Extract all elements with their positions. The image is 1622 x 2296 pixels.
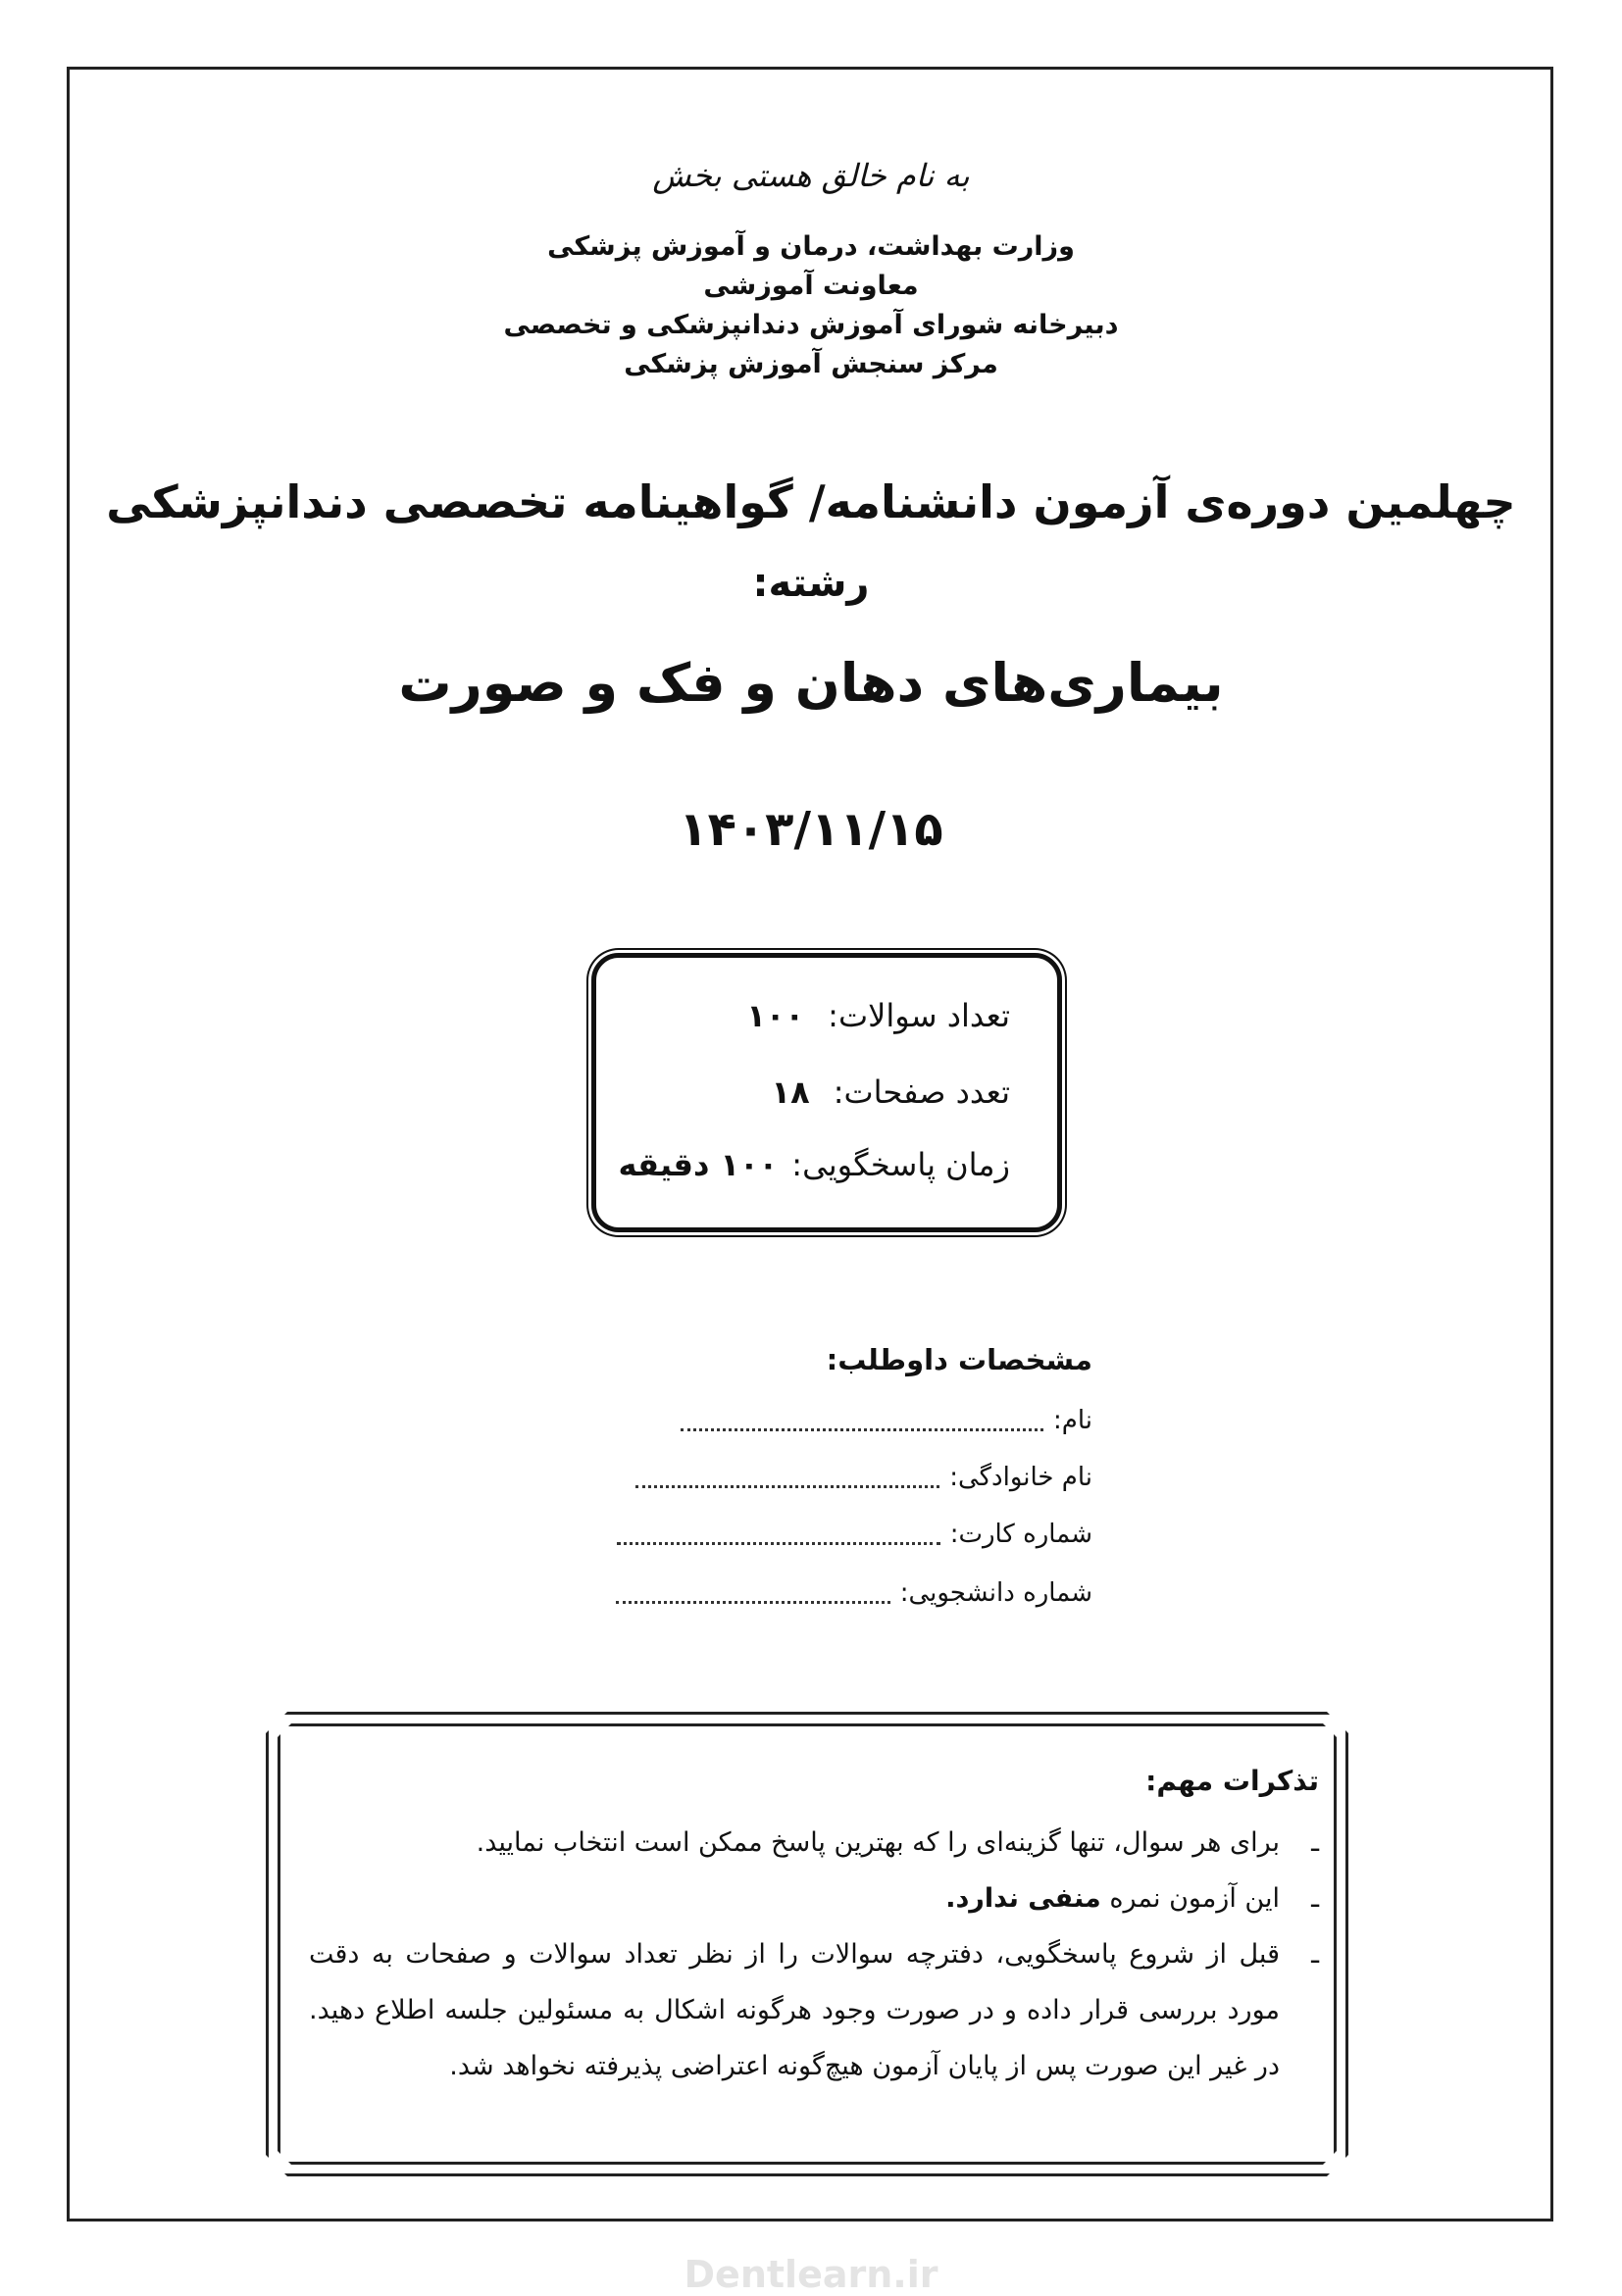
deputy-line: معاونت آموزشی — [703, 271, 919, 301]
exam-date: ۱۴۰۳/۱۱/۱۵ — [679, 802, 943, 857]
candidate-student-field[interactable] — [504, 1578, 1092, 1608]
notes-section — [309, 1765, 1319, 2094]
ministry-line: وزارت بهداشت، درمان و آموزش پزشکی — [547, 231, 1075, 262]
name-label: نام: — [1052, 1406, 1092, 1435]
pages-count-label: تعدد صفحات: — [833, 1073, 1010, 1111]
questions-count-value: ۱۰۰ — [746, 997, 804, 1034]
note-bullet: ـ — [1311, 1827, 1319, 1858]
family-name-dotted-line[interactable] — [635, 1468, 939, 1488]
note-text — [309, 1871, 1280, 1926]
note-item — [309, 1815, 1319, 1871]
card-number-dotted-line[interactable] — [617, 1524, 940, 1545]
questions-count-label: تعداد سوالات: — [828, 997, 1010, 1034]
field-label: رشته: — [752, 561, 870, 606]
student-number-label: شماره دانشجویی: — [899, 1578, 1092, 1608]
bismillah-heading: به نام خالق هستی بخش — [652, 157, 970, 194]
candidate-family-field[interactable] — [504, 1463, 1092, 1492]
candidate-card-field[interactable] — [504, 1520, 1092, 1549]
answer-time-value: ۱۰۰ دقیقه — [618, 1146, 779, 1183]
assessment-center-line: مرکز سنجش آموزش پزشکی — [624, 349, 998, 379]
note-text-prefix: این آزمون نمره — [1100, 1883, 1280, 1914]
field-name: بیماری‌های دهان و فک و صورت — [398, 652, 1224, 714]
name-dotted-line[interactable] — [681, 1411, 1043, 1431]
pages-count-value: ۱۸ — [771, 1073, 810, 1111]
watermark-text: Dentlearn.ir — [684, 2253, 938, 2296]
note-bullet: ـ — [1311, 1939, 1319, 1970]
questions-count-row — [746, 997, 1010, 1034]
note-text-bold: منفی ندارد. — [945, 1883, 1101, 1914]
pages-count-row — [772, 1073, 1010, 1111]
exam-title: چهلمین دوره‌ی آزمون دانشنامه/ گواهینامه تخصصی دندانپزشکی — [106, 475, 1516, 528]
card-number-label: شماره کارت: — [949, 1520, 1092, 1549]
student-number-dotted-line[interactable] — [616, 1583, 890, 1604]
exam-info-box — [591, 953, 1062, 1232]
candidate-info-title: مشخصات داوطلب: — [826, 1343, 1092, 1376]
answer-time-row — [619, 1146, 1010, 1183]
notes-title: تذکرات مهم: — [1145, 1765, 1319, 1797]
note-item — [309, 1871, 1319, 1926]
note-bullet: ـ — [1311, 1883, 1319, 1914]
family-name-label: نام خانوادگی: — [949, 1463, 1092, 1492]
secretariat-line: دبیرخانه شورای آموزش دندانپزشکی و تخصصی — [503, 310, 1119, 340]
note-text: برای هر سوال، تنها گزینه‌ای را که بهترین پاسخ ممکن است انتخاب نمایید. — [476, 1827, 1280, 1858]
candidate-name-field[interactable] — [504, 1406, 1092, 1435]
answer-time-label: زمان پاسخگویی: — [791, 1146, 1010, 1183]
note-text: قبل از شروع پاسخگویی، دفترچه سوالات را از نظر تعداد سوالات و صفحات به دقت مورد بررسی قرار داده و در صورت وجود هرگونه اشکال به مسئولین جلسه اطلاع دهید. در غیر این صورت پس از پایان آزمون هیچ‌گونه اعتراضی پذیرفته نخواهد شد. — [309, 1939, 1280, 2081]
note-item — [309, 1926, 1319, 2094]
